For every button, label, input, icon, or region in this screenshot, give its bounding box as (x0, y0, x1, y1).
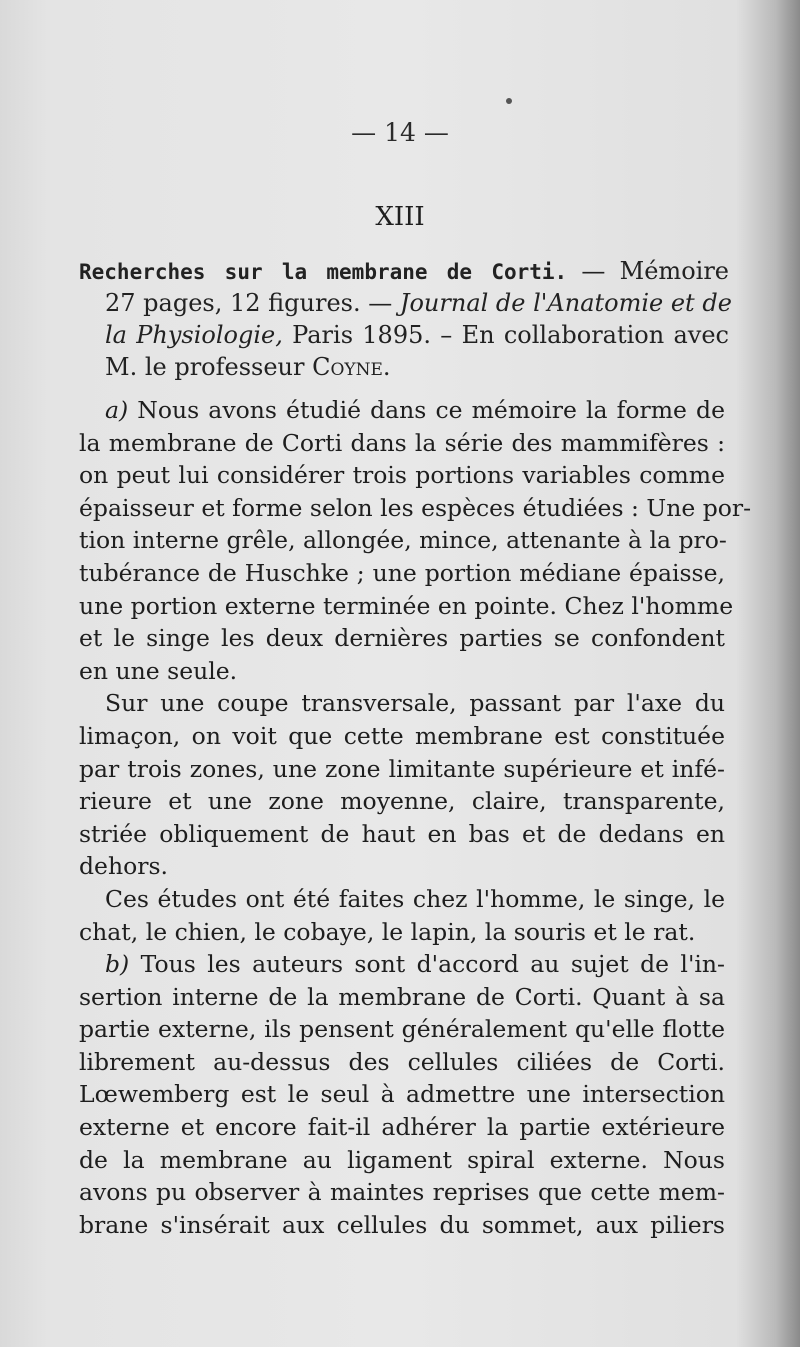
entry-line-3 (79, 319, 729, 351)
body-line: épaisseur et forme selon les espèces étudiées : Une por- (79, 493, 752, 522)
entry-line-2 (79, 287, 732, 319)
entry-collab-name: Coyne (312, 353, 383, 381)
body-line: sertion interne de la membrane de Corti. Quant à sa (79, 982, 725, 1011)
body-line: dehors. (79, 852, 168, 881)
item-marker-a: a) (105, 396, 129, 424)
page-number: — 14 — (351, 118, 449, 147)
entry-line-1 (79, 255, 729, 287)
body-line: de la membrane au ligament spiral externe. Nous (79, 1145, 725, 1174)
body-line: partie externe, ils pensent généralement qu'elle flotte (79, 1015, 725, 1044)
entry-line-4 (79, 351, 729, 383)
section-number: XIII (375, 202, 425, 232)
entry-journal-b: la Physiologie, (105, 321, 283, 349)
body-line: tion interne grêle, allongée, mince, attenante à la pro- (79, 526, 727, 555)
entry-title: Recherches sur la membrane de Corti. (79, 260, 568, 284)
body-line: avons pu observer à maintes reprises que cette mem- (79, 1178, 725, 1207)
body-line: striée obliquement de haut en bas et de dedans en (79, 819, 725, 848)
ink-speck (506, 98, 512, 104)
body-line: brane s'insérait aux cellules du sommet, aux piliers (79, 1210, 725, 1239)
entry-end: . (382, 353, 391, 381)
body-line: Lœwemberg est le seul à admettre une intersection (79, 1080, 725, 1109)
entry-place-year: Paris 1895. – En collaboration avec (282, 321, 729, 349)
entry-collab: M. le professeur (105, 353, 313, 381)
body-line: rieure et une zone moyenne, claire, transparente, (79, 787, 725, 816)
body-line: Ces études ont été faites chez l'homme, le singe, le (105, 884, 725, 913)
body-line: chat, le chien, le cobaye, le lapin, la souris et le rat. (79, 917, 696, 946)
body-text (79, 394, 752, 1241)
body-line: par trois zones, une zone limitante supérieure et infé- (79, 754, 725, 783)
body-line: limaçon, on voit que cette membrane est constituée (79, 721, 725, 750)
body-line: Sur une coupe transversale, passant par l'axe du (105, 689, 725, 718)
item-marker-b: b) (105, 950, 130, 979)
body-line: a) Nous avons étudié dans ce mémoire la forme de (105, 396, 725, 424)
entry-journal-a: Journal de l'Anatomie et de (399, 289, 732, 317)
body-line: b) Tous les auteurs sont d'accord au sujet de l'in- (105, 950, 725, 979)
body-line: en une seule. (79, 656, 238, 685)
body-line: librement au-dessus des cellules ciliées de Corti. (79, 1047, 725, 1076)
bibliographic-entry (79, 255, 732, 383)
entry-title-rest: — Mémoire (567, 257, 729, 285)
body-line: externe et encore fait-il adhérer la partie extérieure (79, 1113, 725, 1142)
entry-pages: 27 pages, 12 figures. — (105, 289, 400, 317)
body-line: on peut lui considérer trois portions variables comme (79, 461, 725, 490)
body-line: tubérance de Huschke ; une portion médiane épaisse, (79, 558, 725, 587)
body-line: la membrane de Corti dans la série des mammifères : (79, 428, 725, 457)
body-line: et le singe les deux dernières parties se confondent (79, 624, 725, 653)
body-line: une portion externe terminée en pointe. Chez l'homme (79, 591, 734, 620)
